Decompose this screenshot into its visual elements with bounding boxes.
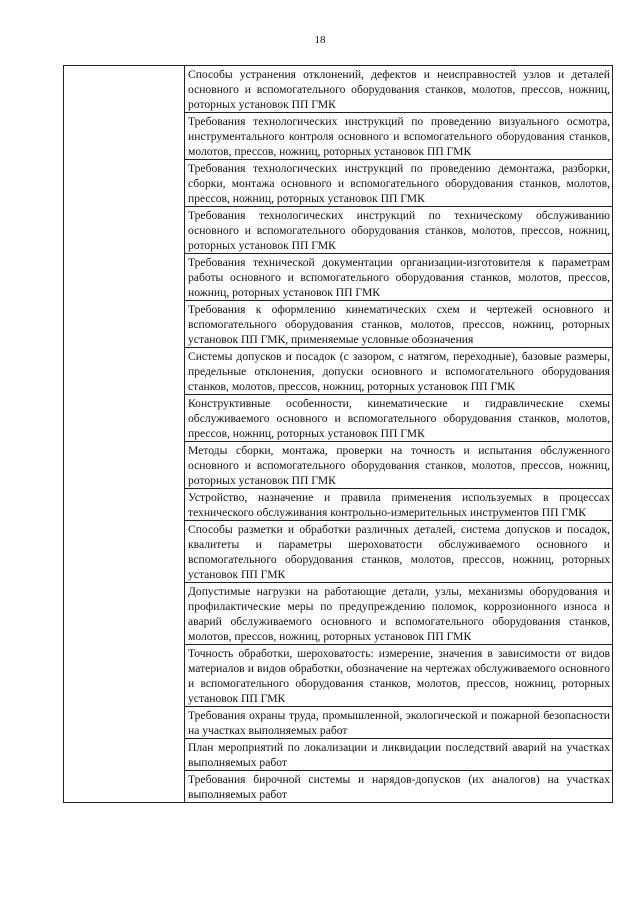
requirement-cell [185, 207, 613, 254]
requirement-text: Требования технологических инструкций по проведению демонтажа, разборки, сборки, монтажа основного и вспомогательного оборудования станков, молотов, прессов, ножниц, роторных установок ПП ГМК [188, 162, 610, 205]
requirement-text: Методы сборки, монтажа, проверки на точность и испытания обслуженного основного и вспомогательного оборудования станков, молотов, прессов, ножниц, роторных установок ПП ГМК [188, 444, 610, 487]
requirement-text: Допустимые нагрузки на работающие детали, узлы, механизмы оборудования и профилактические меры по предупреждению поломок, коррозионного износа и аварий обслуживаемого основного и вспомогательного оборудования станков, молотов, прессов, ножниц, роторных установок ПП ГМК [188, 585, 610, 643]
requirement-text: Требования охраны труда, промышленной, экологической и пожарной безопасности на участках выполняемых работ [188, 709, 610, 737]
requirement-text: Требования технологических инструкций по проведению визуального осмотра, инструментального контроля основного и вспомогательного оборудования станков, молотов, прессов, ножниц, роторных установок ПП ГМК [188, 115, 610, 158]
label-column-cell [64, 66, 185, 803]
requirement-cell [185, 645, 613, 707]
requirement-cell [185, 254, 613, 301]
requirement-text: План мероприятий по локализации и ликвидации последствий аварий на участках выполняемых работ [188, 741, 610, 769]
requirement-cell [185, 583, 613, 645]
requirement-text: Устройство, назначение и правила применения используемых в процессах технического обслуживания контрольно-измерительных инструментов ПП ГМК [188, 491, 610, 519]
page-number: 18 [314, 34, 326, 46]
requirement-cell [185, 739, 613, 771]
requirement-cell [185, 521, 613, 583]
requirement-text: Точность обработки, шероховатость: измерение, значения в зависимости от видов материалов и видов обработки, обозначение на чертежах обслуживаемого основного и вспомогательного оборудования станков, молотов, прессов, ножниц, роторных установок ПП ГМК [188, 647, 610, 705]
requirement-text: Требования технологических инструкций по техническому обслуживанию основного и вспомогательного оборудования станков, молотов, прессов, ножниц, роторных установок ПП ГМК [188, 209, 610, 252]
requirements-table [63, 65, 613, 803]
requirement-cell [185, 301, 613, 348]
requirement-text: Способы разметки и обработки различных деталей, система допусков и посадок, квалитеты и параметры шероховатости обслуживаемого основного и вспомогательного оборудования станков, молотов, прессов, ножниц, роторных установок ПП ГМК [188, 523, 610, 581]
requirement-cell [185, 707, 613, 739]
requirement-cell [185, 442, 613, 489]
requirement-cell [185, 113, 613, 160]
requirement-cell [185, 395, 613, 442]
requirement-cell [185, 66, 613, 113]
requirement-text: Системы допусков и посадок (с зазором, с натягом, переходные), базовые размеры, предельные отклонения, допуски основного и вспомогательного оборудования станков, молотов, прессов, ножниц, роторных установок ПП ГМК [188, 350, 610, 393]
requirement-cell [185, 160, 613, 207]
requirement-cell [185, 489, 613, 521]
requirement-text: Требования к оформлению кинематических схем и чертежей основного и вспомогательного оборудования станков, молотов, прессов, ножниц, роторных установок ПП ГМК, применяемые условные обозначения [188, 303, 610, 346]
requirement-text: Конструктивные особенности, кинематические и гидравлические схемы обслуживаемого основного и вспомогательного оборудования станков, молотов, прессов, ножниц, роторных установок ПП ГМК [188, 397, 610, 440]
requirement-text: Способы устранения отклонений, дефектов и неисправностей узлов и деталей основного и вспомогательного оборудования станков, молотов, прессов, ножниц, роторных установок ПП ГМК [188, 68, 610, 111]
table-row [64, 66, 613, 113]
requirement-text: Требования технической документации организации-изготовителя к параметрам работы основного и вспомогательного оборудования станков, молотов, прессов, ножниц, роторных установок ПП ГМК [188, 256, 610, 299]
requirement-text: Требования бирочной системы и нарядов-допусков (их аналогов) на участках выполняемых работ [188, 773, 610, 801]
requirement-cell [185, 348, 613, 395]
requirement-cell [185, 771, 613, 803]
